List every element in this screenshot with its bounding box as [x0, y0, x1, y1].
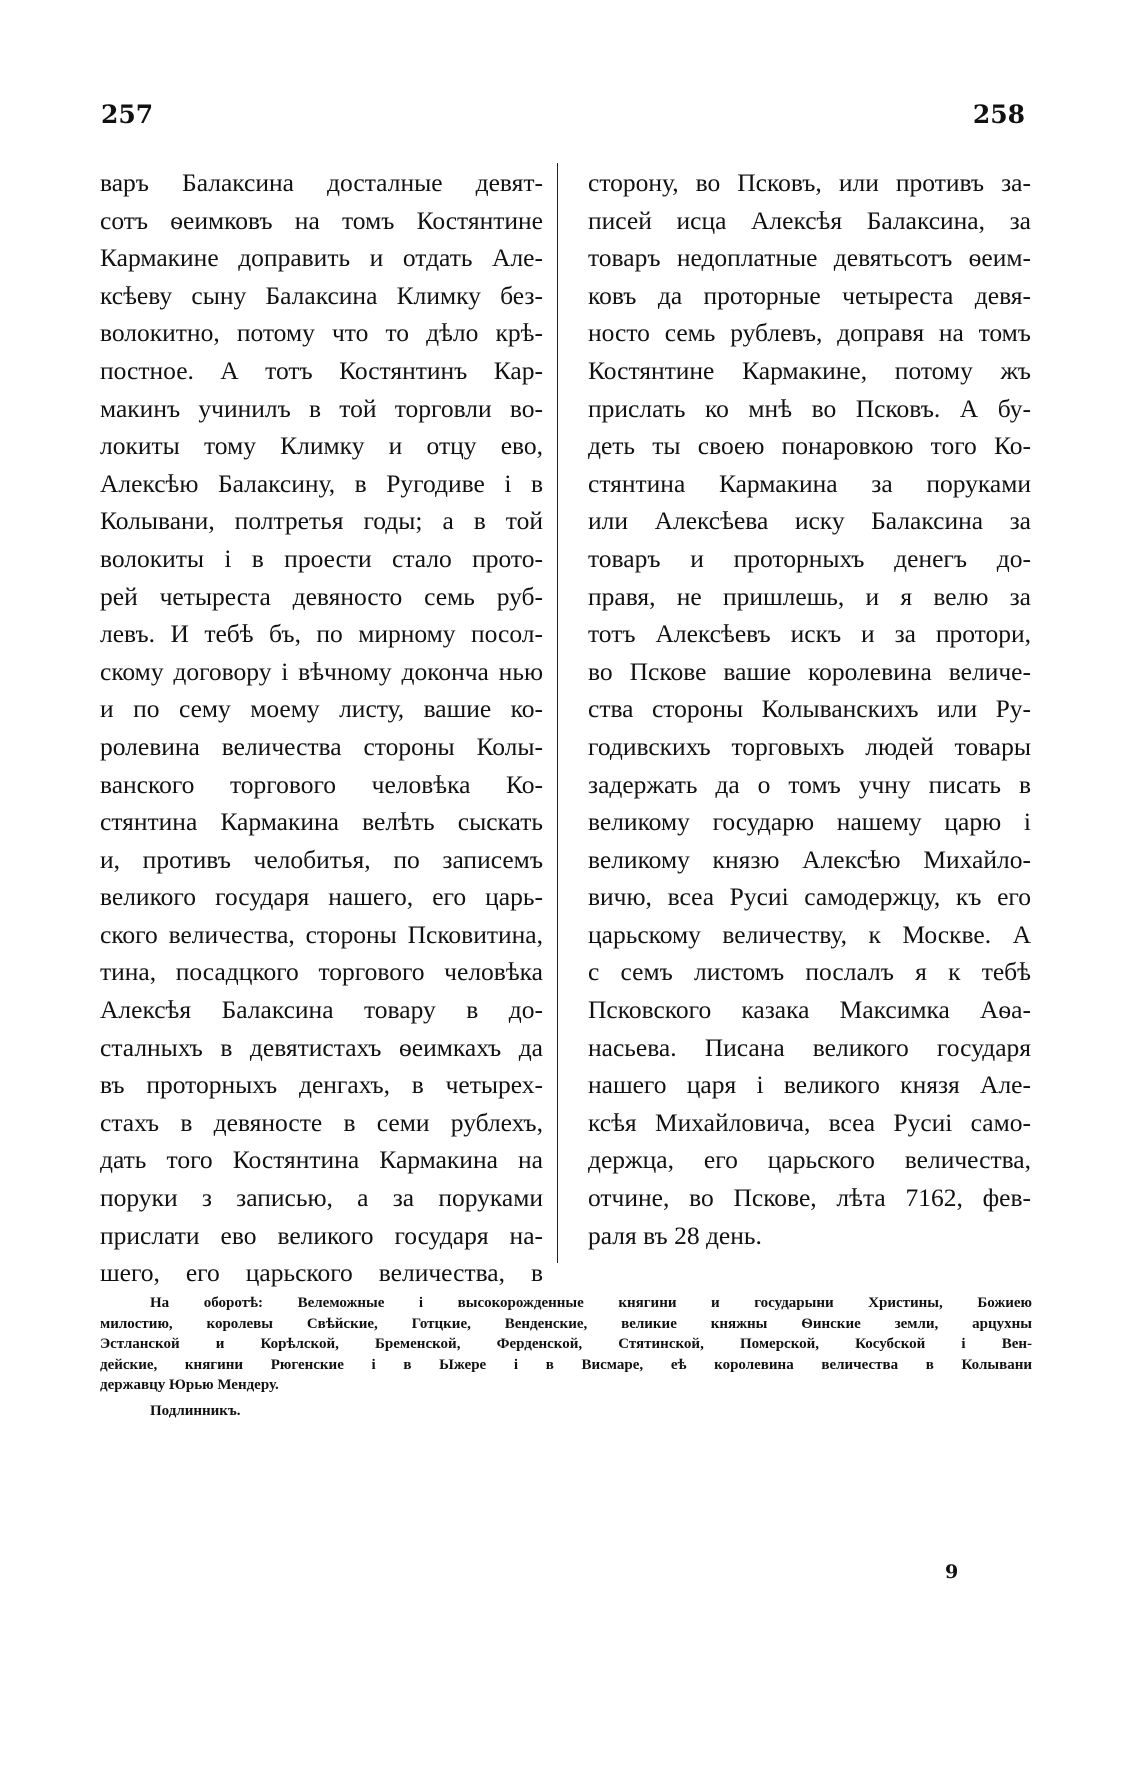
right-column-line: Костянтине Кармакине, потому жъ	[588, 355, 1031, 385]
left-column-line: тина, посадцкого торгового человѣка	[100, 957, 543, 987]
right-column-line: великому государю нашему царю і	[588, 807, 1031, 837]
left-column-line: сталныхъ в девятистахъ ѳеимкахъ да	[100, 1032, 543, 1062]
page-number-right: 258	[972, 100, 1025, 129]
left-column	[100, 164, 543, 1292]
footnote-line: Эстланской и Корѣлской, Бременской, Ферденской, Стятинской, Померской, Косубской і Вен-	[100, 1336, 1032, 1352]
left-column-line: дать того Костянтина Кармакина на	[100, 1145, 543, 1175]
footnote-line: милостию, королевы Свѣйские, Готцкие, Венденские, великие княжны Ѳинские земли, арцухны	[100, 1315, 1032, 1332]
right-column-line: нашего царя і великого князя Але-	[588, 1070, 1031, 1100]
left-column-line: въ проторныхъ денгахъ, в четырех-	[100, 1070, 543, 1100]
right-column	[588, 164, 1031, 1254]
left-column-line: рей четыреста девяносто семь руб-	[100, 581, 543, 611]
left-column-line: скому договору і вѣчному доконча нью	[100, 656, 543, 686]
right-column-line: прислать ко мнѣ во Псковъ. А бу-	[588, 393, 1031, 423]
left-column-line: стахъ в девяносте в семи рублехъ,	[100, 1107, 543, 1137]
footnote-line: дейские, княгини Рюгенские і в Ыжере і в Висмаре, еѣ королевина величества в Колывани	[100, 1356, 1032, 1373]
left-column-line: Кармакине доправить и отдать Але-	[100, 243, 543, 273]
footnote	[100, 1293, 1032, 1396]
left-column-line: сотъ ѳеимковъ на томъ Костянтине	[100, 205, 543, 235]
footnote-line: На оборотѣ: Велеможные і высокорожденные княгини и государыни Христины, Божиею	[150, 1295, 1032, 1311]
left-column-line: Алексѣю Балаксину, в Ругодиве і в	[100, 468, 543, 498]
right-column-line: или Алексѣева иску Балаксина за	[588, 506, 1031, 536]
left-column-line: постное. А тотъ Костянтинъ Кар-	[100, 355, 543, 385]
right-column-line: годивскихъ торговыхъ людей товары	[588, 731, 1031, 761]
right-column-line: великому князю Алексѣю Михайло-	[588, 844, 1031, 874]
left-column-line: ванского торгового человѣка Ко-	[100, 769, 543, 799]
left-column-line: ксѣеву сыну Балаксина Климку без-	[100, 280, 543, 310]
left-column-line: локиты тому Климку и отцу ево,	[100, 431, 543, 461]
right-column-line: деть ты своею понаровкою того Ко-	[588, 431, 1031, 461]
right-column-line: товаръ недоплатные девятьсотъ ѳеим-	[588, 243, 1031, 273]
left-column-line: великого государя нашего, его царь-	[100, 882, 543, 912]
right-column-line: с семъ листомъ послалъ я к тебѣ	[588, 957, 1031, 987]
original-note: Подлинникъ.	[150, 1403, 241, 1419]
right-column-line: писей исца Алексѣя Балаксина, за	[588, 205, 1031, 235]
left-column-line: ского величества, стороны Псковитина,	[100, 919, 543, 949]
right-column-line: товаръ и проторныхъ денегъ до-	[588, 543, 1031, 573]
footnote-line: державцу Юрью Мендеру.	[100, 1377, 279, 1393]
right-column-line: Псковского казака Максимка Аѳа-	[588, 995, 1031, 1025]
left-column-line: левъ. И тебѣ бъ, по мирному посол-	[100, 619, 543, 649]
left-column-line: Колывани, полтретья годы; а в той	[100, 506, 543, 536]
left-column-line: и по сему моему листу, вашие ко-	[100, 694, 543, 724]
right-column-line: раля въ 28 день.	[588, 1220, 762, 1250]
column-divider	[557, 163, 558, 1263]
right-column-line: насьева. Писана великого государя	[588, 1032, 1031, 1062]
right-column-line: сторону, во Псковъ, или противъ за-	[588, 168, 1031, 197]
right-column-line: вичю, всеа Русиі самодержцу, къ его	[588, 882, 1031, 912]
right-column-line: отчине, во Пскове, лѣта 7162, фев-	[588, 1183, 1031, 1213]
left-column-line: Алексѣя Балаксина товару в до-	[100, 995, 543, 1025]
right-column-line: стянтина Кармакина за поруками	[588, 468, 1031, 498]
page-number-left: 257	[101, 100, 154, 129]
right-column-line: носто семь рублевъ, доправя на томъ	[588, 318, 1031, 348]
right-column-line: во Пскове вашие королевина величе-	[588, 656, 1031, 686]
right-column-line: ковъ да проторные четыреста девя-	[588, 280, 1031, 310]
signature-mark: 9	[945, 1561, 959, 1583]
left-column-line: волокиты і в проести стало прото-	[100, 543, 543, 573]
left-column-line: волокитно, потому что то дѣло крѣ-	[100, 318, 543, 348]
left-column-line: прислати ево великого государя на-	[100, 1220, 543, 1250]
right-column-line: тотъ Алексѣевъ искъ и за протори,	[588, 619, 1031, 649]
left-column-line: варъ Балаксина досталные девят-	[100, 168, 543, 197]
left-column-line: ролевина величества стороны Колы-	[100, 731, 543, 761]
left-column-line: и, противъ челобитья, по записемъ	[100, 844, 543, 874]
left-column-line: поруки з записью, а за поруками	[100, 1183, 543, 1213]
right-column-line: ксѣя Михайловича, всеа Русиі само-	[588, 1107, 1031, 1137]
left-column-line: стянтина Кармакина велѣть сыскать	[100, 807, 543, 837]
left-column-line: шего, его царьского величества, в	[100, 1258, 543, 1288]
right-column-line: ства стороны Колыванскихъ или Ру-	[588, 694, 1031, 724]
right-column-line: держца, его царьского величества,	[588, 1145, 1031, 1175]
right-column-line: царьскому величеству, к Москве. А	[588, 919, 1031, 949]
right-column-line: правя, не пришлешь, и я велю за	[588, 581, 1031, 611]
right-column-line: задержать да о томъ учну писать в	[588, 769, 1031, 799]
left-column-line: макинъ учинилъ в той торговли во-	[100, 393, 543, 423]
